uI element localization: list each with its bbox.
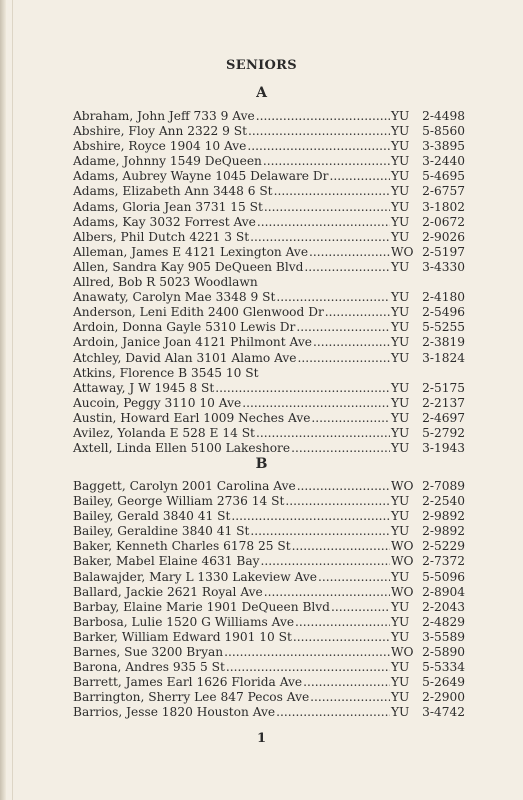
entry-exchange: YU xyxy=(391,614,410,629)
leader-dots xyxy=(318,570,390,585)
page-number: 1 xyxy=(256,731,267,746)
entry-phone-number: 3-3895 xyxy=(422,139,465,154)
directory-list-a xyxy=(73,109,465,456)
leader-dots xyxy=(242,396,390,411)
entry-phone-number: 2-4697 xyxy=(422,410,465,425)
leader-dots xyxy=(250,230,390,245)
leader-dots xyxy=(329,169,390,184)
entry-name-address: Adams, Elizabeth Ann 3448 6 St xyxy=(73,184,273,199)
entry-name-address: Barrios, Jesse 1820 Houston Ave xyxy=(73,705,276,720)
page-fold-line xyxy=(12,0,13,800)
binding-edge xyxy=(0,0,6,800)
leader-dots xyxy=(325,305,390,320)
entry-phone-number: 3-1824 xyxy=(422,350,465,365)
entry-phone-number: 5-4695 xyxy=(422,169,465,184)
leader-dots xyxy=(248,124,390,139)
directory-entry xyxy=(73,109,465,124)
leader-dots xyxy=(311,411,390,426)
directory-entry xyxy=(73,245,465,260)
directory-entry xyxy=(73,494,465,509)
entry-phone-number: 5-8560 xyxy=(422,124,465,139)
entry-exchange: YU xyxy=(391,259,410,274)
entry-name-address: Adams, Aubrey Wayne 1045 Delaware Dr xyxy=(73,169,329,184)
directory-entry xyxy=(73,124,465,139)
entry-exchange: YU xyxy=(391,675,410,690)
directory-entry xyxy=(73,479,465,494)
directory-entry xyxy=(73,600,465,615)
page-title: SENIORS xyxy=(226,58,297,73)
entry-exchange: WO xyxy=(391,539,414,554)
directory-entry xyxy=(73,320,465,335)
entry-exchange: YU xyxy=(391,154,410,169)
entry-exchange: YU xyxy=(391,410,410,425)
leader-dots xyxy=(247,139,390,154)
entry-name-address: Anawaty, Carolyn Mae 3348 9 St xyxy=(73,290,276,305)
directory-entry xyxy=(73,275,465,290)
leader-dots xyxy=(260,554,390,569)
entry-phone-number: 2-4180 xyxy=(422,290,465,305)
entry-phone-number: 5-5255 xyxy=(422,320,465,335)
entry-name-address: Bailey, Geraldine 3840 41 St xyxy=(73,524,250,539)
entry-name-address: Austin, Howard Earl 1009 Neches Ave xyxy=(73,410,311,425)
entry-name-address: Ardoin, Janice Joan 4121 Philmont Ave xyxy=(73,335,312,350)
directory-entry xyxy=(73,645,465,660)
entry-name-address: Barrington, Sherry Lee 847 Pecos Ave xyxy=(73,690,310,705)
entry-exchange: YU xyxy=(391,350,410,365)
leader-dots xyxy=(257,215,390,230)
entry-phone-number: 2-9892 xyxy=(422,509,465,524)
entry-name-address: Baker, Kenneth Charles 6178 25 St xyxy=(73,539,291,554)
directory-entry xyxy=(73,585,465,600)
directory-entry xyxy=(73,260,465,275)
directory-entry xyxy=(73,154,465,169)
entry-exchange: WO xyxy=(391,244,414,259)
entry-phone-number: 2-5890 xyxy=(422,645,465,660)
entry-name-address: Albers, Phil Dutch 4221 3 St xyxy=(73,229,250,244)
entry-exchange: YU xyxy=(391,524,410,539)
entry-phone-number: 5-5096 xyxy=(422,569,465,584)
entry-exchange: YU xyxy=(391,690,410,705)
section-letter-a: A xyxy=(256,85,267,101)
entry-exchange: YU xyxy=(391,124,410,139)
entry-name-address: Barona, Andres 935 5 St xyxy=(73,660,225,675)
entry-name-address: Attaway, J W 1945 8 St xyxy=(73,380,215,395)
entry-phone-number: 5-2792 xyxy=(422,425,465,440)
leader-dots xyxy=(285,494,390,509)
entry-name-address: Avilez, Yolanda E 528 E 14 St xyxy=(73,425,255,440)
directory-entry xyxy=(73,539,465,554)
entry-exchange: YU xyxy=(391,425,410,440)
entry-exchange: WO xyxy=(391,479,414,493)
directory-entry xyxy=(73,615,465,630)
entry-phone-number: 3-5589 xyxy=(422,629,465,644)
entry-name-address: Barker, William Edward 1901 10 St xyxy=(73,629,292,644)
entry-name-address: Bailey, Gerald 3840 41 St xyxy=(73,509,231,524)
entry-phone-number: 2-7372 xyxy=(422,554,465,569)
directory-entry xyxy=(73,705,465,720)
entry-name-address: Alleman, James E 4121 Lexington Ave xyxy=(73,244,309,259)
leader-dots xyxy=(215,381,390,396)
directory-entry xyxy=(73,335,465,350)
entry-exchange: YU xyxy=(391,660,410,675)
entry-phone-number: 2-9026 xyxy=(422,229,465,244)
leader-dots xyxy=(256,109,390,124)
entry-name-address: Adams, Gloria Jean 3731 15 St xyxy=(73,199,263,214)
directory-entry xyxy=(73,305,465,320)
entry-name-address: Abshire, Floy Ann 2322 9 St xyxy=(73,124,247,139)
directory-entry xyxy=(73,366,465,381)
entry-phone-number: 2-5496 xyxy=(422,305,465,320)
entry-name-address: Allred, Bob R 5023 Woodlawn xyxy=(73,275,258,290)
entry-name-address: Adame, Johnny 1549 DeQueen xyxy=(73,154,262,169)
directory-entry xyxy=(73,290,465,305)
entry-name-address: Bailey, George William 2736 14 St xyxy=(73,494,285,509)
entry-name-address: Allen, Sandra Kay 905 DeQueen Blvd xyxy=(73,259,304,274)
entry-phone-number: 3-1943 xyxy=(422,441,465,456)
directory-entry xyxy=(73,690,465,705)
leader-dots xyxy=(295,615,390,630)
entry-name-address: Atkins, Florence B 3545 10 St xyxy=(73,365,259,380)
leader-dots xyxy=(264,585,390,600)
entry-exchange: YU xyxy=(391,599,410,614)
leader-dots xyxy=(293,630,390,645)
directory-entry xyxy=(73,570,465,585)
leader-dots xyxy=(291,441,390,456)
entry-name-address: Aucoin, Peggy 3110 10 Ave xyxy=(73,395,242,410)
entry-exchange: YU xyxy=(391,705,410,720)
leader-dots xyxy=(263,154,390,169)
entry-name-address: Anderson, Leni Edith 2400 Glenwood Dr xyxy=(73,305,324,320)
entry-name-address: Barbay, Elaine Marie 1901 DeQueen Blvd xyxy=(73,599,330,614)
leader-dots xyxy=(303,675,390,690)
entry-phone-number: 5-2649 xyxy=(422,675,465,690)
leader-dots xyxy=(331,600,390,615)
entry-phone-number: 2-7089 xyxy=(422,479,465,493)
entry-name-address: Ardoin, Donna Gayle 5310 Lewis Dr xyxy=(73,320,296,335)
entry-exchange: YU xyxy=(391,214,410,229)
entry-phone-number: 2-5229 xyxy=(422,539,465,554)
section-letter-b: B xyxy=(255,456,268,472)
directory-list-b xyxy=(73,479,465,721)
directory-entry xyxy=(73,169,465,184)
directory-entry xyxy=(73,441,465,456)
directory-entry xyxy=(73,230,465,245)
directory-entry xyxy=(73,524,465,539)
entry-phone-number: 2-5197 xyxy=(422,244,465,259)
leader-dots xyxy=(313,335,390,350)
entry-phone-number: 3-4330 xyxy=(422,259,465,274)
entry-exchange: YU xyxy=(391,441,410,456)
directory-entry xyxy=(73,184,465,199)
entry-name-address: Baker, Mabel Elaine 4631 Bay xyxy=(73,554,260,569)
directory-entry xyxy=(73,381,465,396)
leader-dots xyxy=(231,509,390,524)
entry-phone-number: 2-0672 xyxy=(422,214,465,229)
entry-phone-number: 3-2440 xyxy=(422,154,465,169)
entry-phone-number: 2-2540 xyxy=(422,494,465,509)
leader-dots xyxy=(256,426,390,441)
entry-exchange: WO xyxy=(391,584,414,599)
entry-exchange: YU xyxy=(391,184,410,199)
entry-exchange: YU xyxy=(391,109,410,123)
leader-dots xyxy=(292,539,390,554)
directory-entry xyxy=(73,660,465,675)
entry-exchange: YU xyxy=(391,494,410,509)
entry-phone-number: 2-2043 xyxy=(422,599,465,614)
leader-dots xyxy=(309,245,390,260)
leader-dots xyxy=(226,660,390,675)
directory-entry xyxy=(73,200,465,215)
directory-entry xyxy=(73,396,465,411)
entry-exchange: YU xyxy=(391,629,410,644)
leader-dots xyxy=(296,320,390,335)
entry-exchange: YU xyxy=(391,335,410,350)
directory-entry xyxy=(73,630,465,645)
leader-dots xyxy=(276,705,390,720)
entry-phone-number: 2-2137 xyxy=(422,395,465,410)
entry-name-address: Barrett, James Earl 1626 Florida Ave xyxy=(73,675,303,690)
entry-exchange: YU xyxy=(391,305,410,320)
entry-phone-number: 5-5334 xyxy=(422,660,465,675)
entry-phone-number: 2-9892 xyxy=(422,524,465,539)
leader-dots xyxy=(274,184,390,199)
entry-name-address: Barbosa, Lulie 1520 G Williams Ave xyxy=(73,614,295,629)
leader-dots xyxy=(298,351,391,366)
entry-exchange: WO xyxy=(391,645,414,660)
entry-exchange: YU xyxy=(391,395,410,410)
entry-phone-number: 2-4498 xyxy=(422,109,465,123)
entry-name-address: Balawajder, Mary L 1330 Lakeview Ave xyxy=(73,569,317,584)
entry-phone-number: 2-8904 xyxy=(422,584,465,599)
directory-entry xyxy=(73,426,465,441)
directory-entry xyxy=(73,411,465,426)
leader-dots xyxy=(250,524,390,539)
entry-phone-number: 2-4829 xyxy=(422,614,465,629)
entry-name-address: Abraham, John Jeff 733 9 Ave xyxy=(73,109,255,123)
entry-phone-number: 2-6757 xyxy=(422,184,465,199)
entry-exchange: YU xyxy=(391,509,410,524)
entry-exchange: YU xyxy=(391,229,410,244)
leader-dots xyxy=(297,479,390,494)
leader-dots xyxy=(310,690,390,705)
leader-dots xyxy=(304,260,390,275)
entry-exchange: YU xyxy=(391,290,410,305)
entry-exchange: YU xyxy=(391,380,410,395)
entry-name-address: Baggett, Carolyn 2001 Carolina Ave xyxy=(73,479,296,493)
directory-entry xyxy=(73,351,465,366)
directory-entry xyxy=(73,554,465,569)
entry-name-address: Adams, Kay 3032 Forrest Ave xyxy=(73,214,256,229)
entry-exchange: YU xyxy=(391,199,410,214)
directory-entry xyxy=(73,215,465,230)
leader-dots xyxy=(264,200,390,215)
leader-dots xyxy=(224,645,390,660)
directory-entry xyxy=(73,675,465,690)
entry-name-address: Atchley, David Alan 3101 Alamo Ave xyxy=(73,350,297,365)
entry-name-address: Barnes, Sue 3200 Bryan xyxy=(73,645,224,660)
entry-name-address: Ballard, Jackie 2621 Royal Ave xyxy=(73,584,263,599)
entry-exchange: YU xyxy=(391,569,410,584)
entry-phone-number: 2-5175 xyxy=(422,380,465,395)
entry-exchange: YU xyxy=(391,320,410,335)
entry-exchange: YU xyxy=(391,169,410,184)
entry-phone-number: 3-4742 xyxy=(422,705,465,720)
directory-entry xyxy=(73,509,465,524)
entry-phone-number: 2-2900 xyxy=(422,690,465,705)
entry-phone-number: 3-1802 xyxy=(422,199,465,214)
entry-phone-number: 2-3819 xyxy=(422,335,465,350)
entry-exchange: WO xyxy=(391,554,414,569)
entry-exchange: YU xyxy=(391,139,410,154)
directory-entry xyxy=(73,139,465,154)
leader-dots xyxy=(276,290,390,305)
entry-name-address: Axtell, Linda Ellen 5100 Lakeshore xyxy=(73,441,291,456)
entry-name-address: Abshire, Royce 1904 10 Ave xyxy=(73,139,247,154)
